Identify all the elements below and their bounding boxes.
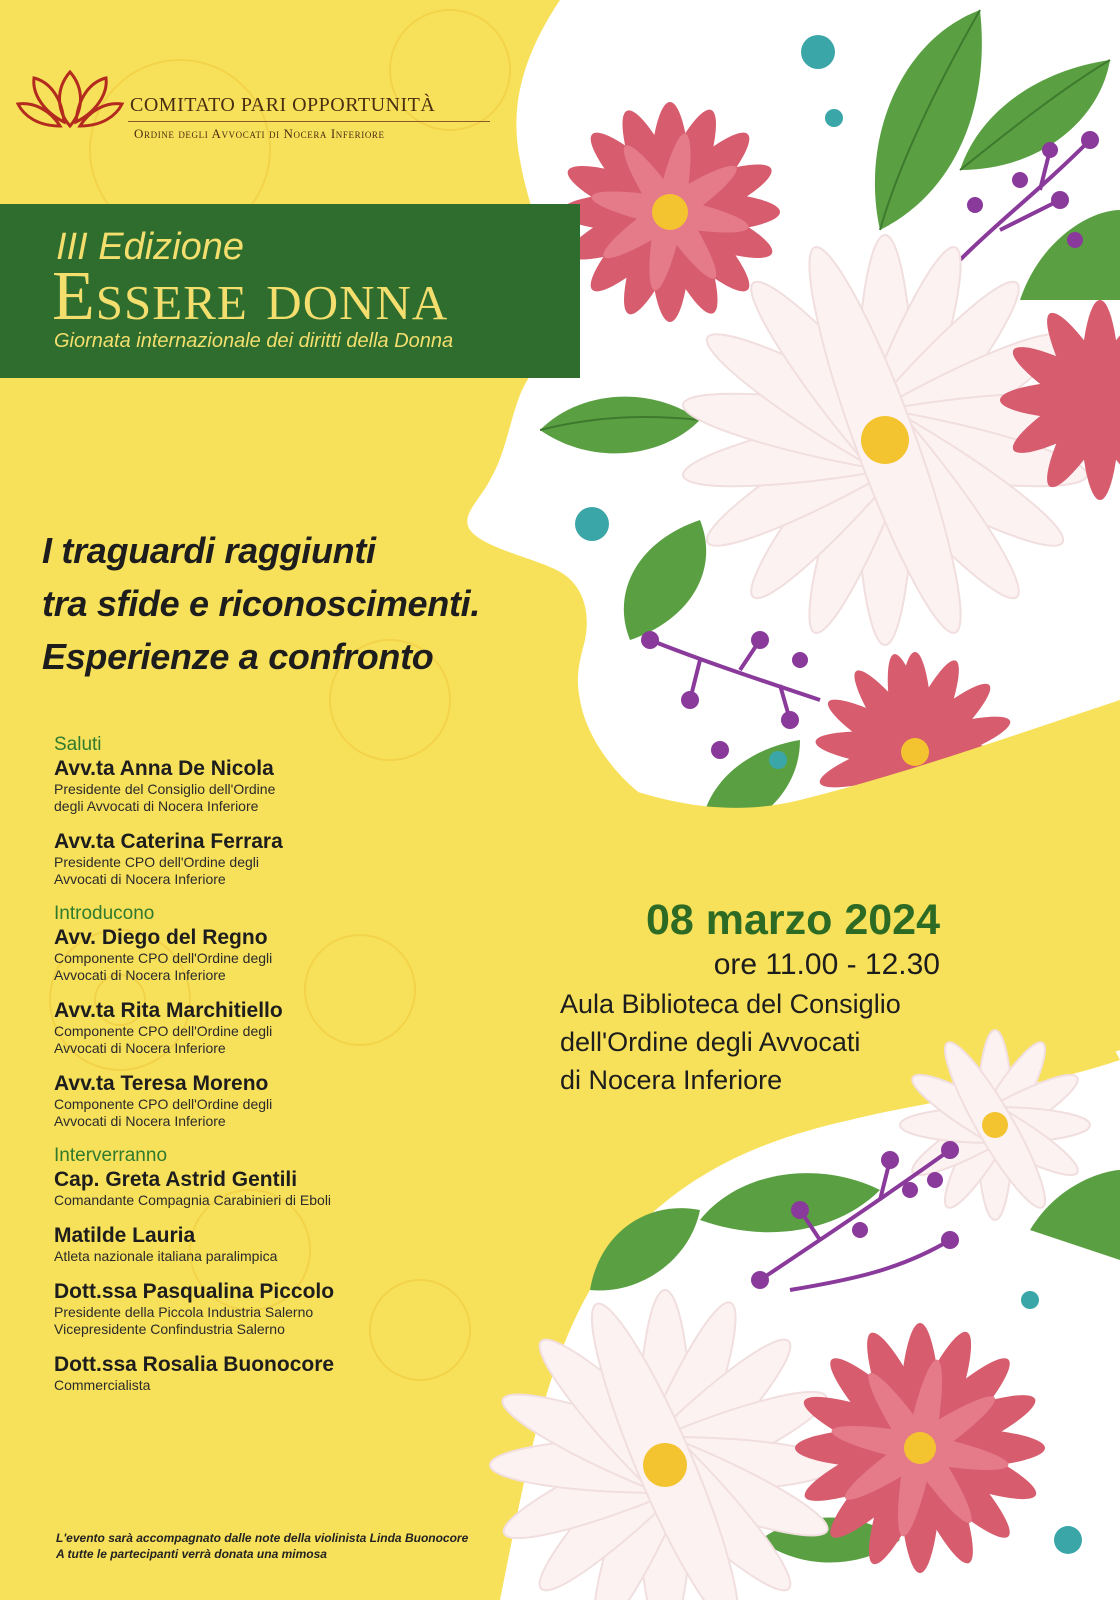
event-date: 08 marzo 2024: [645, 896, 940, 944]
headline: [42, 524, 602, 683]
speaker-entry: [54, 1224, 524, 1265]
org-name: COMITATO PARI OPPORTUNITÀ: [130, 94, 436, 116]
pink-flower-bottom: [795, 1323, 1045, 1573]
speaker-role: Avvocati di Nocera Inferiore: [54, 1040, 226, 1056]
speaker-role: degli Avvocati di Nocera Inferiore: [54, 798, 259, 814]
speaker-entry: [54, 926, 524, 984]
speaker-entry: [54, 1168, 524, 1209]
speaker-role: Componente CPO dell'Ordine degli: [54, 1023, 273, 1039]
section-label: Introducono: [54, 903, 155, 924]
speaker-role: Presidente CPO dell'Ordine degli: [54, 854, 260, 870]
speaker-name: Dott.ssa Rosalia Buonocore: [54, 1353, 335, 1376]
section-label: Saluti: [54, 734, 102, 755]
speaker-name: Avv.ta Rita Marchitiello: [54, 999, 283, 1022]
speaker-name: Avv.ta Anna De Nicola: [54, 757, 274, 780]
speaker-role: Comandante Compagnia Carabinieri di Eboli: [54, 1192, 332, 1208]
speaker-role: Vicepresidente Confindustria Salerno: [54, 1321, 285, 1337]
speaker-role: Presidente del Consiglio dell'Ordine: [54, 781, 276, 797]
speaker-name: Avv.ta Teresa Moreno: [54, 1072, 269, 1095]
speaker-name: Avv. Diego del Regno: [54, 926, 268, 949]
pink-flower-top: [560, 102, 780, 322]
event-subtitle: Giornata internazionale dei diritti della Donna: [54, 330, 454, 352]
speaker-role: Avvocati di Nocera Inferiore: [54, 967, 226, 983]
org-subname: Ordine degli Avvocati di Nocera Inferiore: [134, 126, 385, 141]
speaker-name: Dott.ssa Pasqualina Piccolo: [54, 1280, 335, 1303]
headline-line: Esperienze a confronto: [42, 636, 434, 677]
event-venue: Aula Biblioteca del Consiglio: [560, 989, 901, 1019]
section-label: Interverranno: [54, 1145, 168, 1166]
speaker-entry: [54, 757, 524, 815]
headline-line: I traguardi raggiunti: [42, 530, 376, 571]
event-title: Essere donna: [52, 258, 449, 335]
headline-line: tra sfide e riconoscimenti.: [42, 583, 481, 624]
event-venue: dell'Ordine degli Avvocati: [560, 1027, 861, 1057]
speaker-role: Commercialista: [54, 1377, 151, 1393]
event-details: [560, 895, 940, 1099]
speaker-name: Cap. Greta Astrid Gentili: [54, 1168, 298, 1191]
edition-label: III Edizione: [56, 226, 244, 268]
speaker-entry: [54, 1072, 524, 1130]
speaker-name: Matilde Lauria: [54, 1224, 196, 1247]
footnote: [56, 1530, 468, 1562]
speaker-role: Presidente della Piccola Industria Salerno: [54, 1304, 314, 1320]
speaker-role: Avvocati di Nocera Inferiore: [54, 871, 226, 887]
footnote-line: L'evento sarà accompagnato dalle note della violinista Linda Buonocore: [56, 1531, 469, 1545]
event-time: ore 11.00 - 12.30: [713, 948, 940, 981]
speaker-entry: [54, 1280, 524, 1338]
speaker-entry: [54, 830, 524, 888]
speaker-role: Avvocati di Nocera Inferiore: [54, 1113, 226, 1129]
speaker-role: Componente CPO dell'Ordine degli: [54, 1096, 273, 1112]
speaker-name: Avv.ta Caterina Ferrara: [54, 830, 283, 853]
header-rule: [128, 121, 490, 122]
event-venue: di Nocera Inferiore: [560, 1065, 783, 1095]
program-list: [54, 734, 524, 1409]
speaker-role: Atleta nazionale italiana paralimpica: [54, 1248, 278, 1264]
speaker-entry: [54, 1353, 524, 1394]
speaker-role: Componente CPO dell'Ordine degli: [54, 950, 273, 966]
speaker-entry: [54, 999, 524, 1057]
footnote-line: A tutte le partecipanti verrà donata una mimosa: [56, 1547, 327, 1561]
